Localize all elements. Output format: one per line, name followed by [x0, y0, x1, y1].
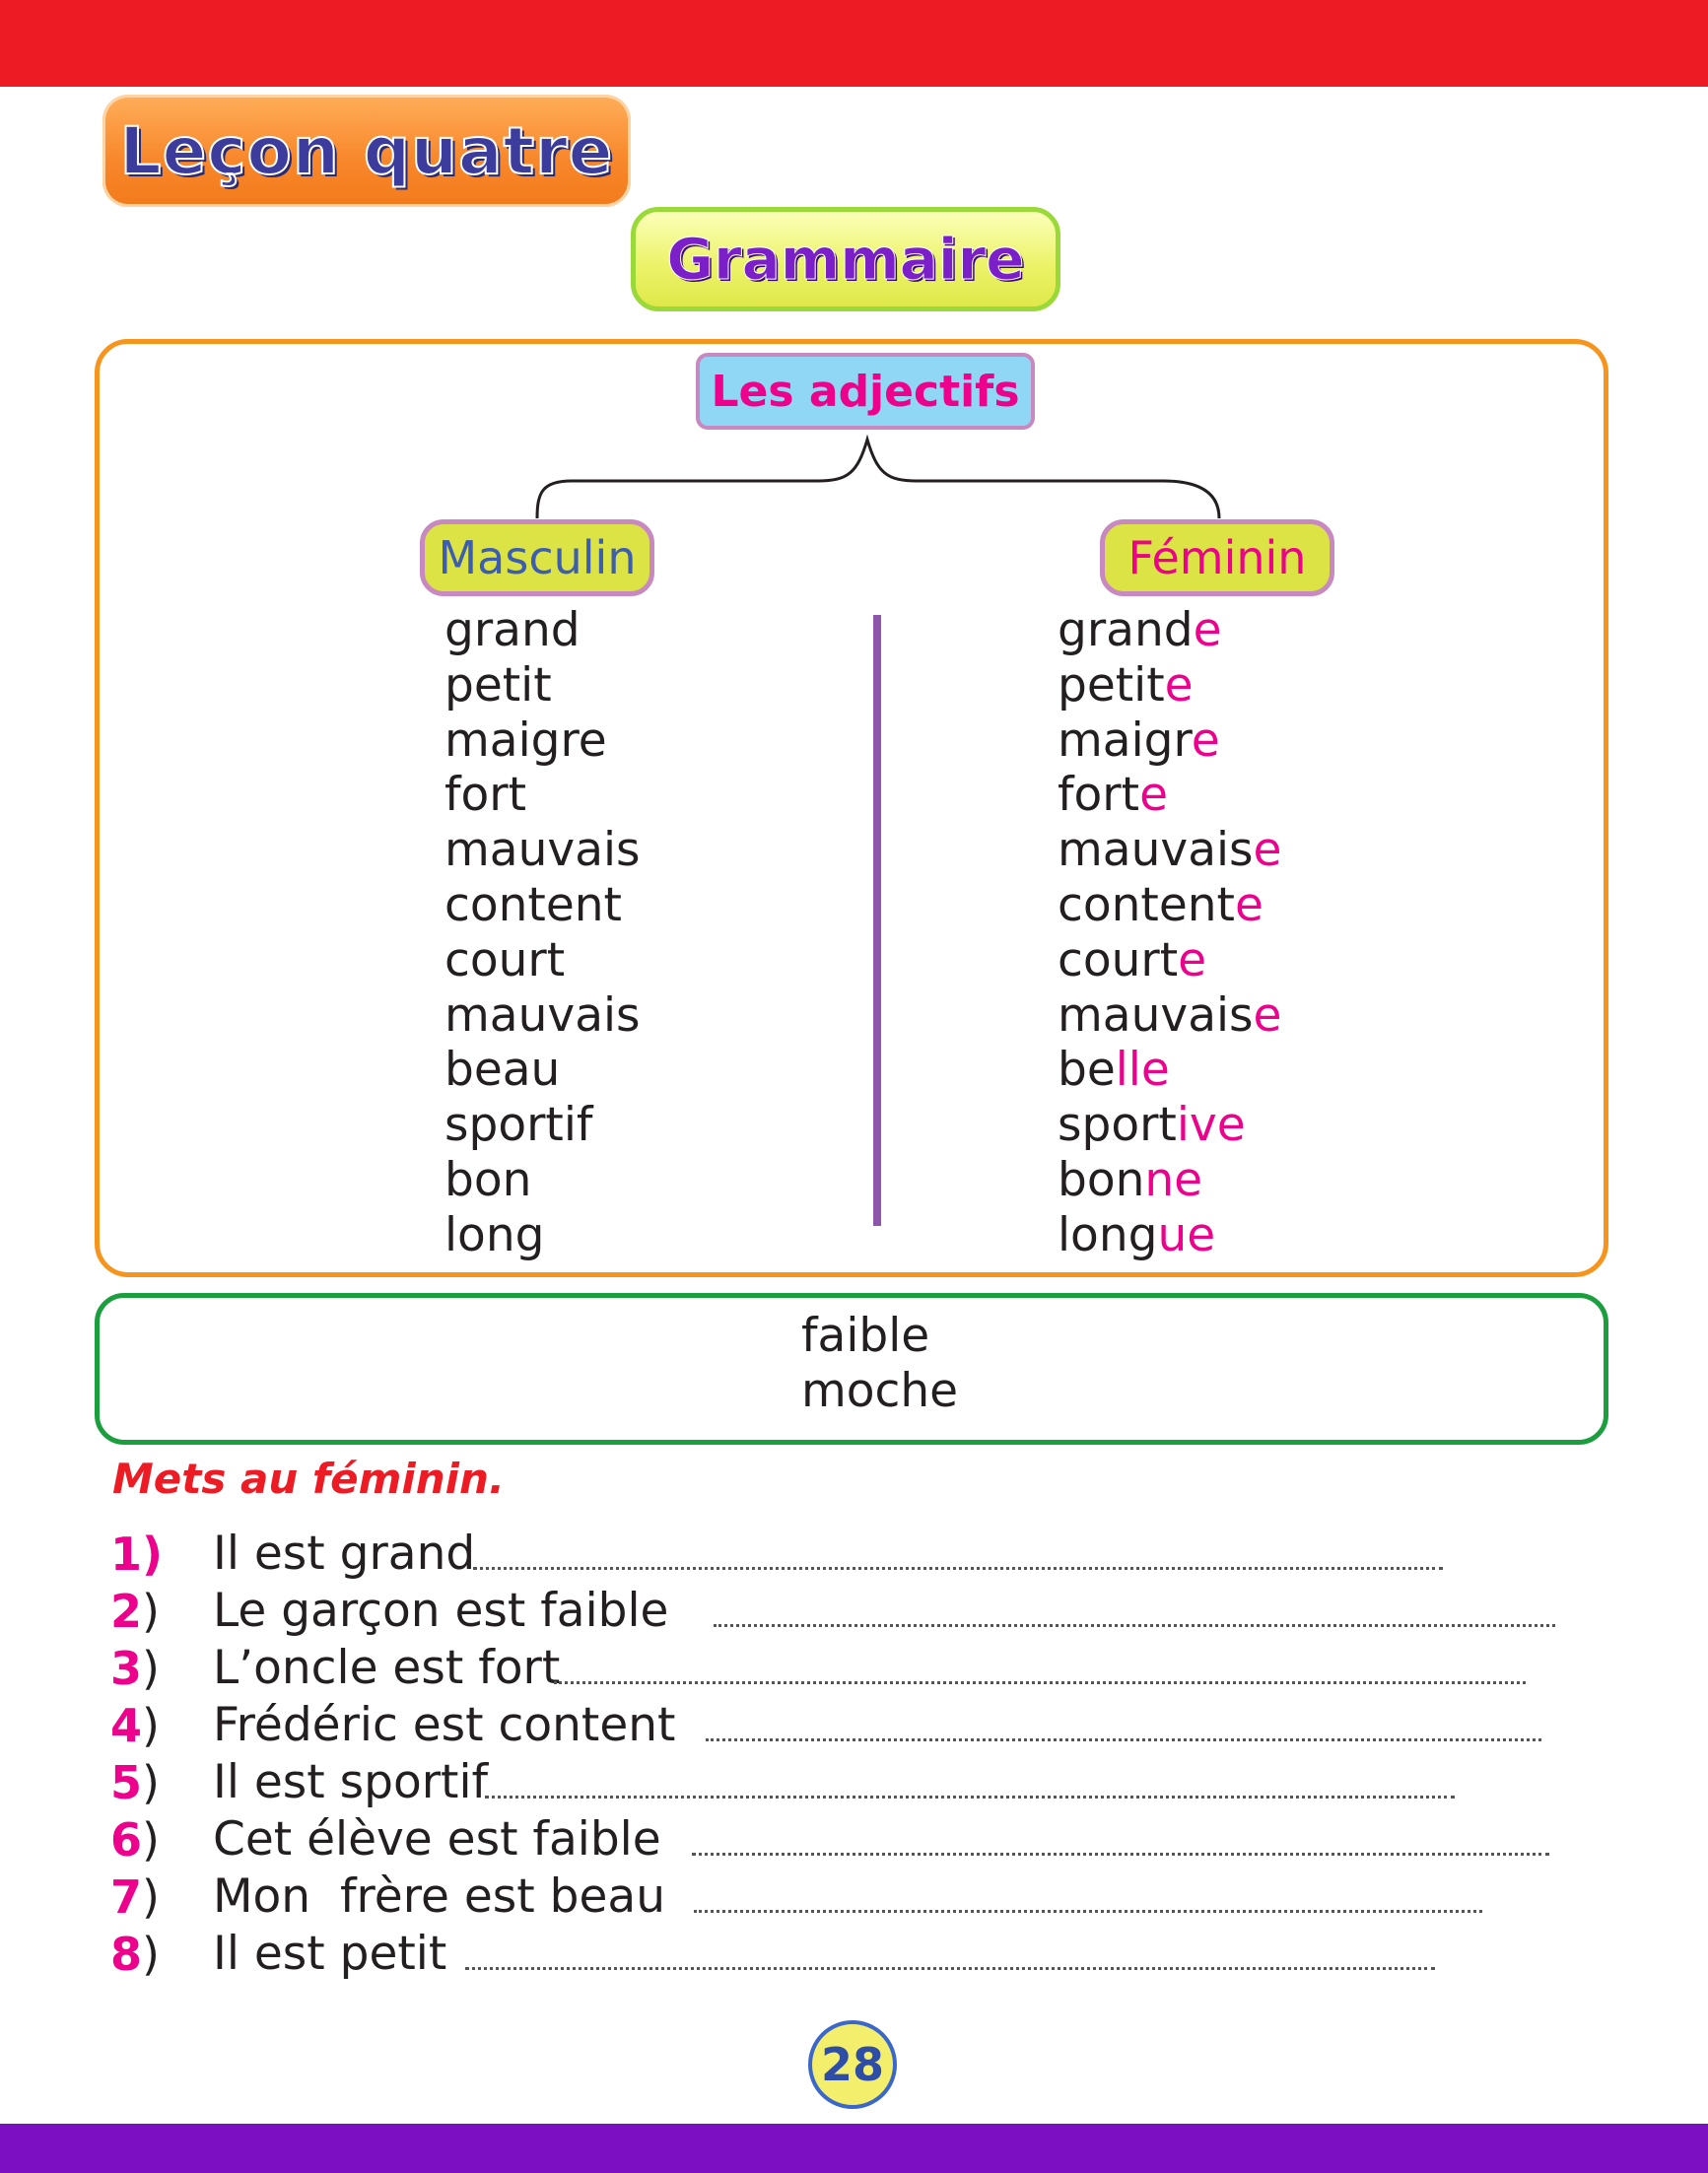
feminine-word [1058, 933, 1281, 988]
item-number [110, 1640, 160, 1697]
item-digit: 7 [110, 1870, 143, 1924]
item-number [110, 1697, 160, 1754]
item-number [110, 1811, 160, 1868]
feminine-list [1058, 603, 1281, 1263]
item-sentence: Le garçon est faible [213, 1584, 669, 1638]
adjectives-title-badge [696, 353, 1035, 430]
feminine-stem: maigr [1058, 713, 1192, 768]
answer-line[interactable] [465, 1967, 1435, 1970]
masculine-word: mauvais [444, 823, 641, 878]
item-digit: 4 [110, 1699, 143, 1752]
item-sentence: Frédéric est content [213, 1698, 676, 1752]
item-paren: ) [142, 1585, 160, 1638]
feminine-stem: long [1058, 1207, 1158, 1262]
answer-line[interactable] [473, 1567, 1443, 1570]
feminine-ending: e [1234, 877, 1264, 932]
item-sentence: Cet élève est faible [213, 1812, 661, 1867]
item-digit: 1 [110, 1528, 143, 1581]
feminine-ending: e [1253, 987, 1282, 1043]
feminine-word [1058, 1098, 1281, 1153]
item-sentence: Il est grand [213, 1527, 476, 1581]
feminine-stem: be [1058, 1043, 1116, 1098]
masculine-word: bon [444, 1152, 532, 1207]
item-number [110, 1583, 160, 1640]
masculine-word: fort [444, 768, 527, 823]
exercise-item [0, 1868, 1708, 1926]
item-digit: 3 [110, 1642, 143, 1695]
feminine-word [1058, 988, 1281, 1044]
answer-line[interactable] [692, 1853, 1549, 1856]
masculine-list [444, 603, 641, 1263]
item-paren: ) [142, 1756, 160, 1809]
feminine-stem: sport [1058, 1098, 1177, 1153]
feminine-ending: ne [1144, 1152, 1203, 1207]
feminine-word [1058, 1208, 1281, 1263]
answer-line[interactable] [554, 1681, 1526, 1684]
exercise-item [0, 1583, 1708, 1640]
item-sentence: L’oncle est fort [213, 1641, 561, 1695]
adjectives-title: Les adjectifs [711, 366, 1020, 417]
item-sentence: Il est petit [213, 1927, 447, 1981]
page-number: 28 [820, 2038, 884, 2091]
section-badge [631, 207, 1060, 311]
feminine-ending: e [1193, 603, 1222, 657]
masculine-word: beau [444, 1043, 561, 1098]
masculine-word: petit [444, 657, 552, 713]
exercise-item [0, 1526, 1708, 1583]
feminine-stem: petit [1058, 657, 1165, 713]
column-divider [873, 615, 881, 1226]
answer-line[interactable] [694, 1910, 1482, 1913]
feminine-ending: e [1253, 823, 1282, 878]
feminine-word [1058, 768, 1281, 823]
exercise-title: Mets au féminin. [112, 1455, 505, 1503]
exercise-item [0, 1811, 1708, 1868]
item-number [110, 1868, 160, 1926]
item-number [110, 1526, 163, 1583]
answer-line[interactable] [485, 1796, 1455, 1799]
feminine-ending: e [1191, 713, 1220, 768]
item-number [110, 1926, 160, 1983]
item-digit: 6 [110, 1813, 143, 1867]
item-paren: ) [142, 1642, 160, 1695]
feminine-ending: e [1164, 657, 1194, 713]
item-digit: 5 [110, 1756, 143, 1809]
answer-line[interactable] [706, 1738, 1541, 1741]
item-sentence: Mon frère est beau [213, 1869, 665, 1924]
item-digit: 8 [110, 1928, 143, 1981]
masculine-word: content [444, 877, 622, 932]
masculine-word: court [444, 932, 566, 987]
masculine-word: sportif [444, 1098, 593, 1153]
branch-brace [532, 434, 1222, 522]
feminine-stem: fort [1058, 768, 1140, 823]
feminine-word [1058, 713, 1281, 769]
masculine-word: grand [444, 603, 581, 657]
item-sentence: Il est sportif [213, 1755, 489, 1809]
item-paren: ) [142, 1870, 160, 1924]
exercise-item [0, 1754, 1708, 1811]
masculine-label: Masculin [420, 519, 654, 596]
feminine-ending: e [1178, 932, 1207, 987]
masculine-word: mauvais [444, 987, 641, 1043]
lesson-title: Leçon quatre [119, 112, 614, 189]
masculine-word: maigre [444, 713, 607, 768]
exercise-item [0, 1926, 1708, 1983]
feminine-stem: bon [1058, 1152, 1145, 1207]
feminine-ending: lle [1115, 1043, 1170, 1098]
feminine-word [1058, 823, 1281, 878]
item-paren: ) [142, 1699, 160, 1752]
feminine-stem: content [1058, 877, 1235, 932]
page-number-badge [808, 2020, 897, 2109]
item-digit: 2 [110, 1585, 143, 1638]
feminine-stem: mauvais [1058, 823, 1254, 878]
feminine-word [1058, 1153, 1281, 1208]
feminine-stem: court [1058, 932, 1179, 987]
feminine-word [1058, 603, 1281, 658]
item-paren: ) [142, 1928, 160, 1981]
feminine-stem: mauvais [1058, 987, 1254, 1043]
answer-line[interactable] [714, 1624, 1555, 1627]
bottom-color-bar [0, 2124, 1708, 2173]
feminine-word [1058, 878, 1281, 933]
invariable-word: moche [801, 1364, 959, 1418]
feminine-label: Féminin [1100, 519, 1334, 596]
exercise-item [0, 1697, 1708, 1754]
feminine-word [1058, 658, 1281, 713]
exercise-item [0, 1640, 1708, 1697]
masculine-word: long [444, 1207, 545, 1262]
invariable-word: faible [801, 1309, 930, 1363]
item-paren: ) [142, 1528, 164, 1581]
invariable-list [801, 1309, 958, 1419]
feminine-ending: ue [1157, 1207, 1216, 1262]
feminine-word [1058, 1043, 1281, 1098]
item-paren: ) [142, 1813, 160, 1867]
feminine-ending: e [1139, 768, 1168, 823]
feminine-stem: grand [1058, 603, 1194, 657]
feminine-ending: ive [1176, 1098, 1246, 1153]
lesson-badge [102, 95, 631, 207]
top-color-bar [0, 0, 1708, 87]
item-number [110, 1754, 160, 1811]
section-title: Grammaire [666, 226, 1025, 293]
